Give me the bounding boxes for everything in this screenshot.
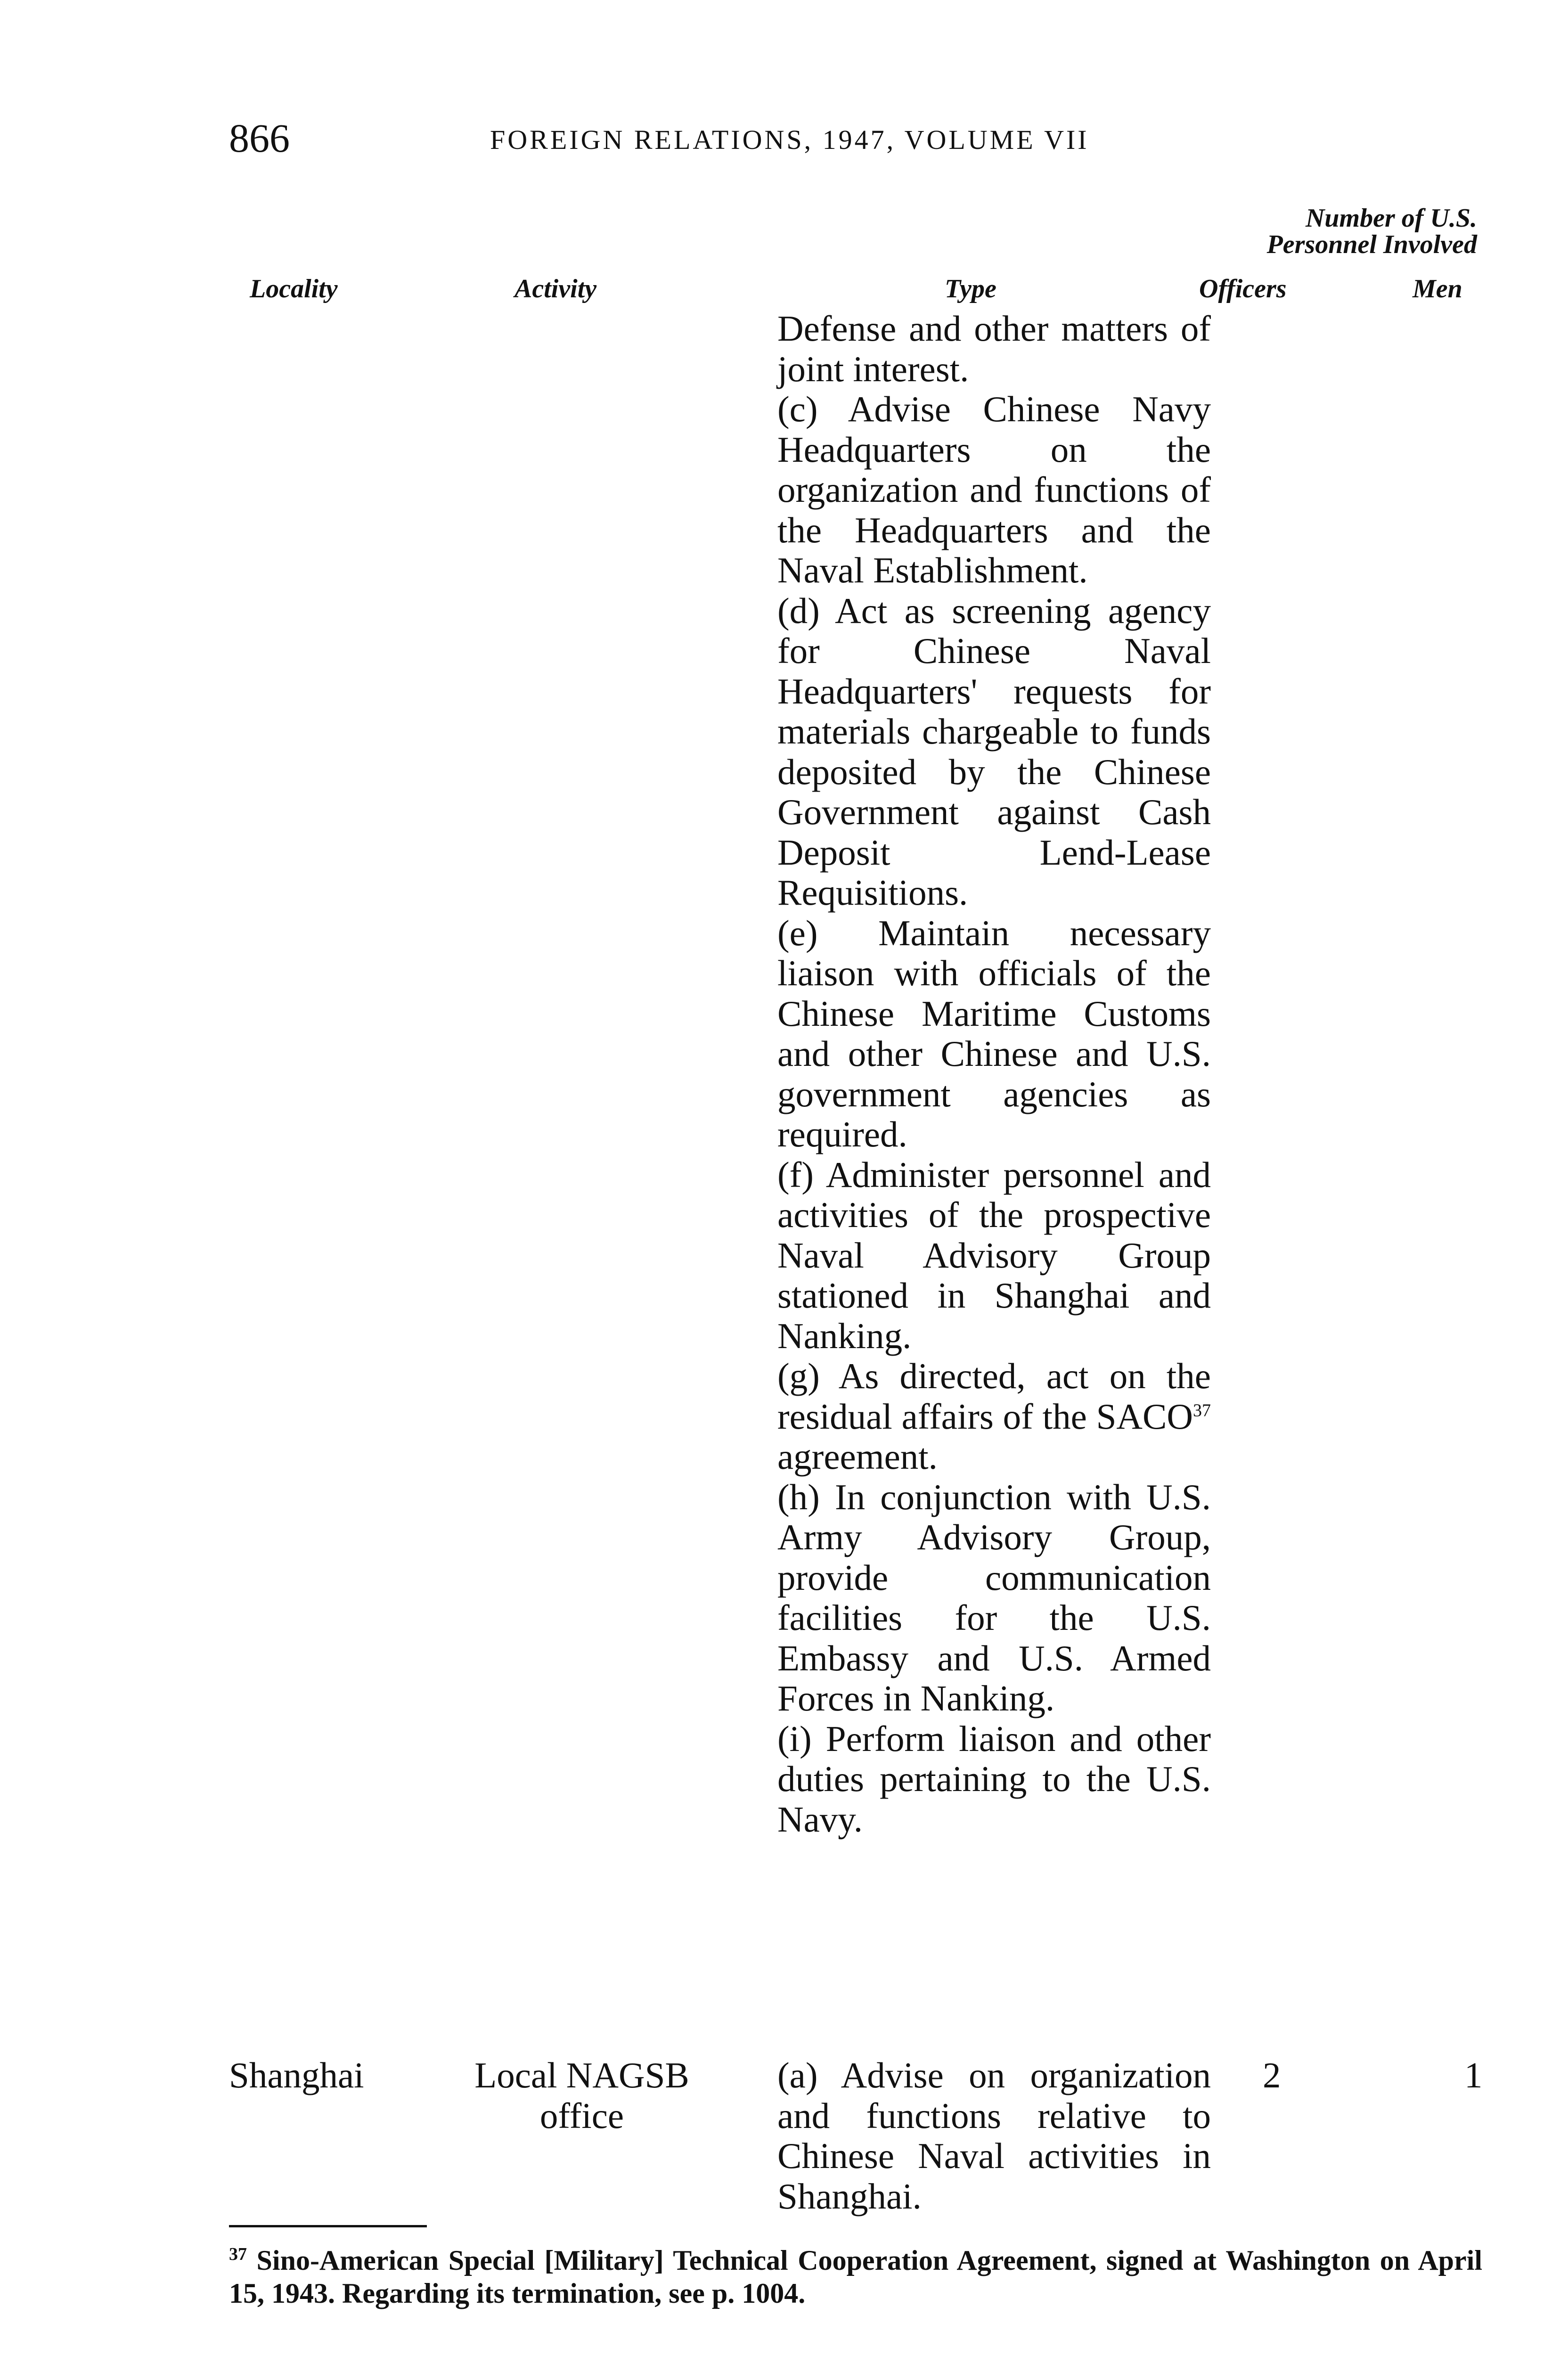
personnel-group-header: [1267, 205, 1477, 258]
type-paragraph: (h) In conjunction with U.S. Army Advisory Group, provide communication facilities for the U.S. Embassy and U.S. Armed Forces in Nanking.: [777, 1476, 1211, 1718]
type-paragraph: (e) Maintain necessary liaison with officials of the Chinese Maritime Customs and other Chinese and U.S. government agencies as required.: [777, 912, 1211, 1154]
shanghai-type-cell: [777, 2055, 1211, 2217]
shanghai-locality-cell: Shanghai: [229, 2055, 364, 2095]
type-paragraph: (a) Advise on organization and functions relative to Chinese Naval activities in Shanghai.: [777, 2055, 1211, 2217]
footnote-text: Sino-American Special [Military] Technical Cooperation Agreement, signed at Washington on April 15, 1943. Regarding its termination, see p. 1004.: [229, 2245, 1482, 2309]
men-column-header: Men: [1413, 274, 1462, 303]
officers-column-header: Officers: [1199, 274, 1287, 303]
footnote-marker: 37: [229, 2244, 247, 2264]
footnote-reference: 37: [1193, 1400, 1211, 1420]
saco-tail: agreement.: [777, 1436, 938, 1477]
type-column-continued: [777, 309, 1211, 1840]
page-number: 866: [229, 115, 290, 161]
saco-text: (g) As directed, act on the residual affairs of the SACO: [777, 1356, 1211, 1437]
number-header-line1: Number of U.S.: [1305, 204, 1477, 233]
footnote-rule: [229, 2225, 427, 2227]
number-header-line2: Personnel Involved: [1266, 230, 1477, 259]
activity-line: office: [539, 2095, 624, 2136]
type-paragraph: (f) Administer personnel and activities of the prospective Naval Advisory Group stationed in Shanghai and Nanking.: [777, 1154, 1211, 1356]
footnote: [229, 2244, 1482, 2310]
activity-line: Local NAGSB: [474, 2055, 689, 2095]
type-paragraph: Defense and other matters of joint interest.: [777, 308, 1211, 389]
activity-column-header: Activity: [514, 274, 597, 303]
type-paragraph: (i) Perform liaison and other duties pertaining to the U.S. Navy.: [777, 1718, 1211, 1840]
type-paragraph: (d) Act as screening agency for Chinese Naval Headquarters' requests for materials chargeable to funds deposited by the Chinese Government against Cash Deposit Lend-Lease Requisitions.: [777, 590, 1211, 913]
type-paragraph: (c) Advise Chinese Navy Headquarters on the organization and functions of the Headquarters and the Naval Establishment.: [777, 389, 1211, 590]
type-paragraph: [777, 1356, 1211, 1477]
running-title: FOREIGN RELATIONS, 1947, VOLUME VII: [490, 124, 1089, 155]
shanghai-officers-cell: 2: [1263, 2055, 1281, 2095]
shanghai-men-cell: 1: [1464, 2055, 1483, 2095]
locality-column-header: Locality: [250, 274, 338, 303]
type-column-header: Type: [945, 274, 996, 303]
shanghai-activity-cell: [443, 2055, 721, 2136]
